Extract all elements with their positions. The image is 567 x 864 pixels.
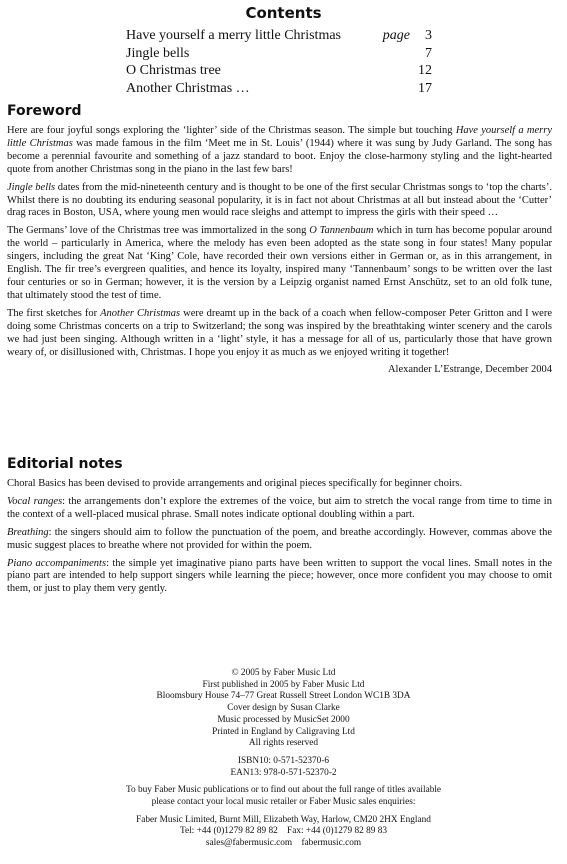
imprint <box>0 668 567 850</box>
text-run: Here are four joyful songs exploring the ‘lighter’ side of the Christmas season. The simple but touching <box>7 125 456 136</box>
toc-item-title: O Christmas tree <box>126 63 221 78</box>
toc-item <box>126 80 432 98</box>
sales-address: Faber Music Limited, Burnt Mill, Elizabeth Way, Harlow, CM20 2HX England <box>136 814 431 825</box>
song-title: Have yourself a merry little Christmas <box>7 125 553 149</box>
toc-item-page: 17 <box>418 80 432 96</box>
editorial-paragraph: Choral Basics has been devised to provide arrangements and original pieces specifically for beginner choirs. <box>7 478 463 489</box>
editorial-heading: Editorial notes <box>7 456 123 472</box>
toc-item-title: Jingle bells <box>126 45 190 61</box>
text-run: The Germans’ love of the Christmas tree was immortalized in the song <box>7 225 310 237</box>
sales-phone-fax: Tel: +44 (0)1279 82 89 82 Fax: +44 (0)1279 82 89 83 <box>179 826 388 837</box>
music-processing-credit: Music processed by MusicSet 2000 <box>217 714 350 725</box>
isbn10: ISBN10: 0-571-52370-6 <box>237 755 330 766</box>
foreword-signature: Alexander L’Estrange, December 2004 <box>387 364 552 376</box>
toc-page-label: page <box>382 28 410 43</box>
editorial-paragraph <box>7 527 552 553</box>
foreword-paragraph <box>7 182 552 221</box>
text-run: dates from the mid-nineteenth century and is thought to be one of the first secular Christmas songs to ‘top the charts’. Whilst there is no doubting its enduring seasonal popularity, it is in fact not about Christmas at all but instead about the ‘Cutter’ drag races in Boston, USA, where young men would race sleighs and attempt to impress the girls with their speed … <box>7 181 552 219</box>
toc-item-page: 12 <box>418 63 432 78</box>
foreword-body <box>7 125 552 382</box>
note-label: Breathing <box>7 526 49 538</box>
foreword-paragraph <box>7 125 552 177</box>
foreword-heading: Foreword <box>7 103 82 119</box>
text-run: : the simple yet imaginative piano parts have been written to support the vocal lines. Small notes in the piano part are intended to help support singers while learning the piece; however, once more confident you may choose to omit them, or just to play them very gently. <box>7 557 552 595</box>
purchase-info-line: To buy Faber Music publications or to find out about the full range of titles available <box>125 785 442 796</box>
toc-item <box>126 27 432 45</box>
sales-email-web: sales@fabermusic.com fabermusic.com <box>205 838 362 849</box>
song-title: Another Christmas <box>100 307 181 319</box>
editorial-paragraph <box>7 558 552 597</box>
toc-item <box>126 45 432 63</box>
contents-heading: Contents <box>245 4 322 22</box>
ean13: EAN13: 978-0-571-52370-2 <box>230 767 337 778</box>
text-run: : the singers should aim to follow the punctuation of the poem, and breathe accordingly. However, commas above the music suggest places to breathe where not provided for within the poem. <box>7 526 552 551</box>
copyright-line: © 2005 by Faber Music Ltd <box>231 668 336 678</box>
text-run: : the arrangements don’t explore the extremes of the voice, but aim to stretch the vocal range from time to time in the context of a well-placed musical phrase. Small notes indicate optional doubling within a part. <box>7 495 552 520</box>
text-run: The first sketches for <box>7 307 101 319</box>
toc-item-page: 7 <box>425 45 432 61</box>
toc-item <box>126 62 432 80</box>
purchase-info-line: please contact your local music retailer or Faber Music sales enquiries: <box>151 797 416 808</box>
publisher-address: Bloomsbury House 74–77 Great Russell Street London WC1B 3DA <box>156 691 411 702</box>
foreword-paragraph <box>7 225 552 302</box>
table-of-contents <box>126 27 432 97</box>
text-run: were dreamt up in the back of a coach when fellow-composer Peter Gritton and I were doing some Christmas concerts on a trip to Switzerland; the song was inspired by the breathtaking winter scenery and the carols we had just been singing. Although written in a ‘light’ style, it has a message for all of us, particularly those that have grown weary of, or disillusioned with, Christmas. I hope you enjoy it as much as we enjoyed writing it together! <box>7 307 552 358</box>
cover-design-credit: Cover design by Susan Clarke <box>227 703 340 714</box>
printer-credit: Printed in England by Caligraving Ltd <box>212 726 355 737</box>
first-published-line: First published in 2005 by Faber Music Ltd <box>202 679 365 690</box>
toc-item-title: Have yourself a merry little Christmas <box>126 28 341 43</box>
rights-line: All rights reserved <box>248 738 319 749</box>
toc-item-page: 3 <box>425 28 432 43</box>
editorial-paragraph <box>7 496 552 522</box>
text-run: was made famous in the film ‘Meet me in St. Louis’ (1944) where it was sung by Judy Garland. The song has become a perennial favourite and something of a jazz standard to boot. Enjoy the close-harmony styling and the light-hearted quote from another Christmas song in the piano in the last few bars! <box>7 137 552 175</box>
note-label: Piano accompaniments <box>7 557 107 569</box>
foreword-paragraph <box>7 308 552 360</box>
text-run: which in turn has become popular around the world – particularly in America, where the melody has even been adopted as the state song in four states! Many popular singers, including the great Nat ‘King’ Cole, have recorded their own versions either in German or, as in this arrangement, in English. The fir tree’s evergreen qualities, and hence its loyalty, inspired many ‘Tannenbaum’ songs to be written over the last four centuries or so in German; however, it is the version by a Leipzig organist named Ernst Anschütz, set to an old folk tune, that ultimately stood the test of time. <box>7 225 553 301</box>
note-label: Vocal ranges <box>7 495 63 507</box>
toc-item-title: Another Christmas … <box>126 80 250 96</box>
song-title: O Tannenbaum <box>309 225 374 237</box>
editorial-body <box>7 478 552 601</box>
song-title: Jingle bells <box>7 181 56 193</box>
